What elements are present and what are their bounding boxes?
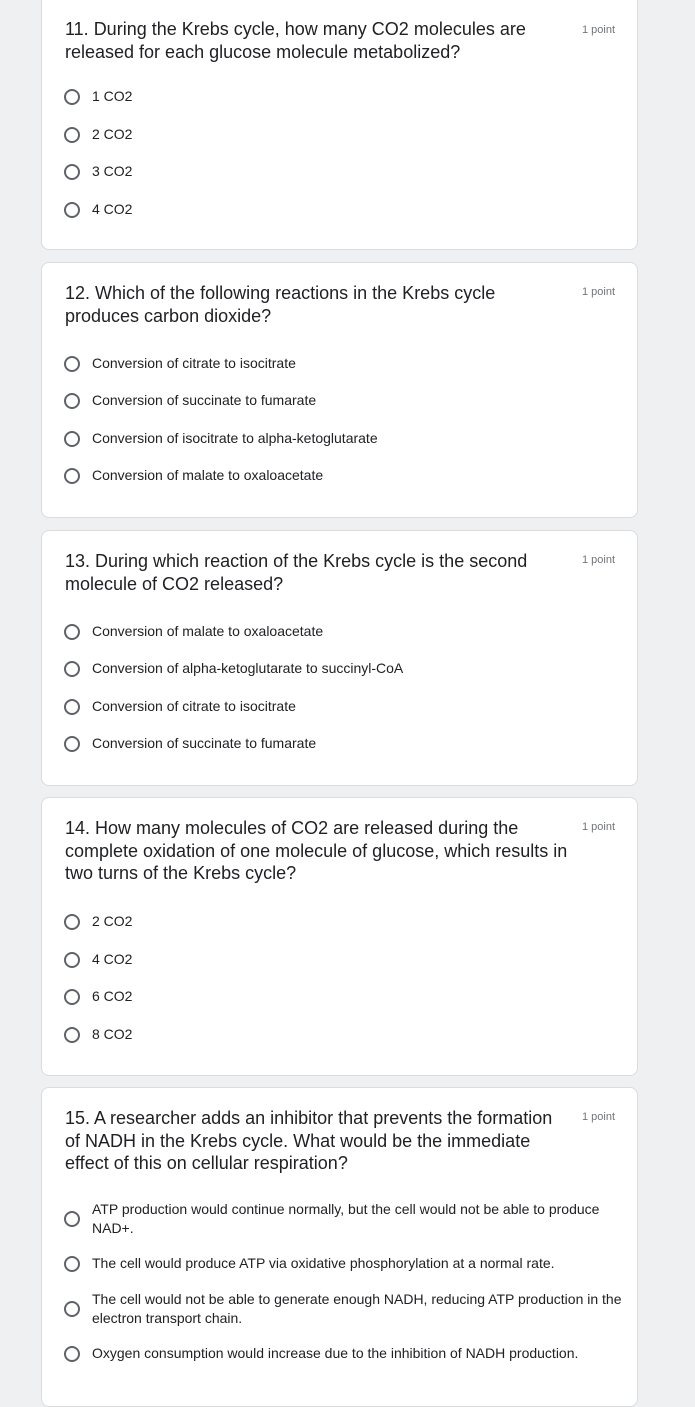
- question-card-13: [41, 530, 638, 786]
- question-points: 1 point: [581, 821, 615, 833]
- option-malate-oxaloacetate[interactable]: [64, 466, 624, 485]
- option-succinate-fumarate[interactable]: [64, 391, 624, 410]
- option-label: Oxygen consumption would increase due to the inhibition of NADH production.: [92, 1345, 579, 1361]
- option-alpha-ketoglutarate-succinyl-coa[interactable]: [64, 659, 624, 678]
- option-label: Conversion of citrate to isocitrate: [92, 355, 296, 371]
- option-citrate-isocitrate[interactable]: [64, 354, 624, 373]
- radio-button-icon[interactable]: [64, 1211, 80, 1227]
- question-card-11: [41, 0, 638, 250]
- option-label: ATP production would continue normally, but the cell would not be able to produce NAD+.: [92, 1201, 600, 1236]
- radio-button-icon[interactable]: [64, 661, 80, 677]
- option-3-co2[interactable]: [64, 162, 624, 181]
- option-label: 3 CO2: [92, 163, 133, 179]
- radio-button-icon[interactable]: [64, 164, 80, 180]
- option-6-co2[interactable]: [64, 987, 624, 1006]
- option-citrate-isocitrate[interactable]: [64, 697, 624, 716]
- radio-button-icon[interactable]: [64, 736, 80, 752]
- radio-button-icon[interactable]: [64, 914, 80, 930]
- option-label: 4 CO2: [92, 951, 133, 967]
- option-4-co2[interactable]: [64, 200, 624, 219]
- question-card-12: [41, 262, 638, 518]
- question-points: 1 point: [581, 554, 615, 566]
- radio-button-icon[interactable]: [64, 89, 80, 105]
- option-label: 4 CO2: [92, 201, 133, 217]
- radio-button-icon[interactable]: [64, 393, 80, 409]
- question-points: 1 point: [581, 24, 615, 36]
- option-4-co2[interactable]: [64, 950, 624, 969]
- option-2-co2[interactable]: [64, 912, 624, 931]
- radio-button-icon[interactable]: [64, 1346, 80, 1362]
- option-not-enough-nadh[interactable]: [64, 1290, 624, 1328]
- radio-button-icon[interactable]: [64, 1027, 80, 1043]
- option-oxygen-consumption-increase[interactable]: [64, 1344, 624, 1363]
- question-title: 13. During which reaction of the Krebs cycle is the second molecule of CO2 released?: [65, 551, 528, 594]
- question-points: 1 point: [581, 286, 615, 298]
- option-label: Conversion of citrate to isocitrate: [92, 698, 296, 714]
- option-oxidative-phosphorylation-normal[interactable]: [64, 1254, 624, 1273]
- option-atp-continue-normally[interactable]: [64, 1200, 624, 1238]
- option-label: 2 CO2: [92, 913, 133, 929]
- option-label: 1 CO2: [92, 88, 133, 104]
- option-8-co2[interactable]: [64, 1025, 624, 1044]
- option-label: Conversion of malate to oxaloacetate: [92, 623, 324, 639]
- question-title: 14. How many molecules of CO2 are released during the complete oxidation of one molecule of glucose, which results in two turns of the Krebs cycle?: [65, 818, 568, 883]
- radio-button-icon[interactable]: [64, 202, 80, 218]
- option-succinate-fumarate[interactable]: [64, 734, 624, 753]
- radio-button-icon[interactable]: [64, 468, 80, 484]
- radio-button-icon[interactable]: [64, 989, 80, 1005]
- option-label: Conversion of succinate to fumarate: [92, 735, 317, 751]
- question-card-14: [41, 797, 638, 1076]
- question-title: 12. Which of the following reactions in the Krebs cycle produces carbon dioxide?: [65, 283, 496, 326]
- radio-button-icon[interactable]: [64, 127, 80, 143]
- radio-button-icon[interactable]: [64, 356, 80, 372]
- question-title: 15. A researcher adds an inhibitor that prevents the formation of NADH in the Krebs cycle. What would be the immediate effect of this on cellular respiration?: [65, 1108, 553, 1173]
- option-label: The cell would produce ATP via oxidative phosphorylation at a normal rate.: [92, 1255, 555, 1271]
- option-label: 6 CO2: [92, 988, 133, 1004]
- radio-button-icon[interactable]: [64, 699, 80, 715]
- option-label: 2 CO2: [92, 126, 133, 142]
- option-isocitrate-alpha-ketoglutarate[interactable]: [64, 429, 624, 448]
- radio-button-icon[interactable]: [64, 1256, 80, 1272]
- question-title: 11. During the Krebs cycle, how many CO2 molecules are released for each glucose molecule metabolized?: [65, 19, 526, 62]
- radio-button-icon[interactable]: [64, 624, 80, 640]
- option-2-co2[interactable]: [64, 125, 624, 144]
- question-points: 1 point: [581, 1111, 615, 1123]
- radio-button-icon[interactable]: [64, 952, 80, 968]
- option-malate-oxaloacetate[interactable]: [64, 622, 624, 641]
- option-label: The cell would not be able to generate enough NADH, reducing ATP production in the electron transport chain.: [92, 1291, 622, 1326]
- option-label: Conversion of alpha-ketoglutarate to succinyl-CoA: [92, 660, 404, 676]
- option-1-co2[interactable]: [64, 87, 624, 106]
- option-label: Conversion of isocitrate to alpha-ketoglutarate: [92, 430, 378, 446]
- question-card-15: [41, 1087, 638, 1407]
- option-label: 8 CO2: [92, 1026, 133, 1042]
- option-label: Conversion of succinate to fumarate: [92, 392, 317, 408]
- radio-button-icon[interactable]: [64, 1301, 80, 1317]
- option-label: Conversion of malate to oxaloacetate: [92, 467, 324, 483]
- radio-button-icon[interactable]: [64, 431, 80, 447]
